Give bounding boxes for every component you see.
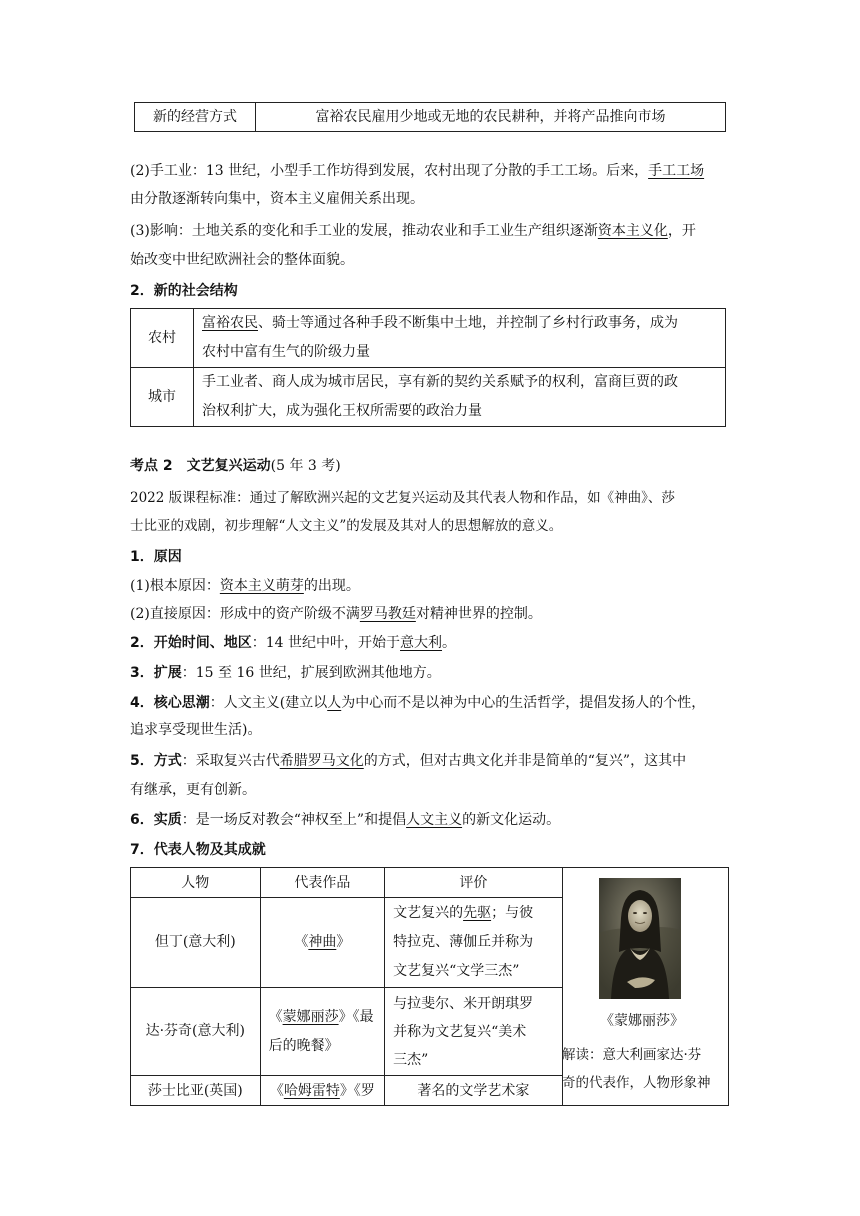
- social-row-label: 城市: [131, 368, 194, 427]
- handicraft-paragraph: (2)手工业：13 世纪，小型手工作坊得到发展，农村出现了分散的手工工场。后来，手工工场: [130, 163, 705, 179]
- handicraft-line2: 由分散逐渐转向集中，资本主义雇佣关系出现。: [130, 191, 424, 207]
- people-heading: 7．代表人物及其成就: [130, 842, 266, 858]
- image-note-line2: 奇的代表作，人物形象神: [562, 1075, 711, 1091]
- image-caption: 《蒙娜丽莎》: [600, 1013, 684, 1029]
- method-line2: 有继承，更有创新。: [130, 782, 256, 798]
- person-name: 达·芬奇(意大利): [131, 988, 261, 1076]
- person-name: 莎士比亚(英国): [131, 1076, 261, 1106]
- method-item: 5．方式：采取复兴古代希腊罗马文化的方式，但对古典文化并非是简单的“复兴”，这其中: [130, 753, 687, 769]
- social-table: [130, 308, 726, 427]
- social-heading: 2．新的社会结构: [130, 283, 238, 299]
- evaluation-cell: 著名的文学艺术家: [385, 1076, 563, 1106]
- mona-lisa-image: [599, 878, 681, 999]
- cause2: (2)直接原因：形成中的资产阶级不满罗马教廷对精神世界的控制。: [130, 606, 542, 622]
- top-table-label: 新的经营方式: [135, 103, 256, 132]
- social-row-label: 农村: [131, 309, 194, 368]
- cause-heading: 1．原因: [130, 549, 182, 565]
- image-note-line1: 解读：意大利画家达·芬: [562, 1047, 702, 1063]
- top-table-content: 富裕农民雇用少地或无地的农民耕种，并将产品推向市场: [256, 103, 726, 132]
- core-line2: 追求享受现世生活)。: [130, 722, 262, 738]
- cause1: (1)根本原因：资本主义萌芽的出现。: [130, 578, 360, 594]
- kaodian-title: 考点 2 文艺复兴运动(5 年 3 考): [130, 458, 341, 474]
- work-cell: 《蒙娜丽莎》《最 后的晚餐》: [260, 988, 384, 1076]
- influence-paragraph: (3)影响：土地关系的变化和手工业的发展，推动农业和手工业生产组织逐渐资本主义化，开: [130, 223, 696, 239]
- header-person: 人物: [131, 868, 261, 898]
- person-name: 但丁(意大利): [131, 898, 261, 988]
- header-evaluation: 评价: [385, 868, 563, 898]
- essence-item: 6．实质：是一场反对教会“神权至上”和提倡人文主义的新文化运动。: [130, 812, 561, 828]
- social-row-content: 手工业者、商人成为城市居民，享有新的契约关系赋予的权利，富商巨贾的政 治权利扩大，成为强化王权所需要的政治力量: [194, 368, 726, 427]
- start-item: 2．开始时间、地区：14 世纪中叶，开始于意大利。: [130, 635, 457, 651]
- standard-line2: 士比亚的戏剧，初步理解“人文主义”的发展及其对人的思想解放的意义。: [130, 518, 563, 534]
- core-item: 4．核心思潮：人文主义(建立以人为中心而不是以神为中心的生活哲学，提倡发扬人的个性，: [130, 695, 706, 711]
- expand-item: 3．扩展：15 至 16 世纪，扩展到欧洲其他地方。: [130, 665, 441, 681]
- header-work: 代表作品: [260, 868, 384, 898]
- influence-line2: 始改变中世纪欧洲社会的整体面貌。: [130, 252, 354, 268]
- work-cell: 《神曲》: [260, 898, 384, 988]
- standard-line1: 2022 版课程标准：通过了解欧洲兴起的文艺复兴运动及其代表人物和作品，如《神曲》、莎: [130, 490, 675, 506]
- evaluation-cell: 与拉斐尔、米开朗琪罗 并称为文艺复兴“美术 三杰”: [385, 988, 563, 1076]
- social-row-content: 富裕农民、骑士等通过各种手段不断集中土地，并控制了乡村行政事务，成为 农村中富有生气的阶级力量: [194, 309, 726, 368]
- work-cell: 《哈姆雷特》《罗: [260, 1076, 384, 1106]
- evaluation-cell: 文艺复兴的先驱；与彼 特拉克、薄伽丘并称为 文艺复兴“文学三杰”: [385, 898, 563, 988]
- top-table: [134, 102, 726, 132]
